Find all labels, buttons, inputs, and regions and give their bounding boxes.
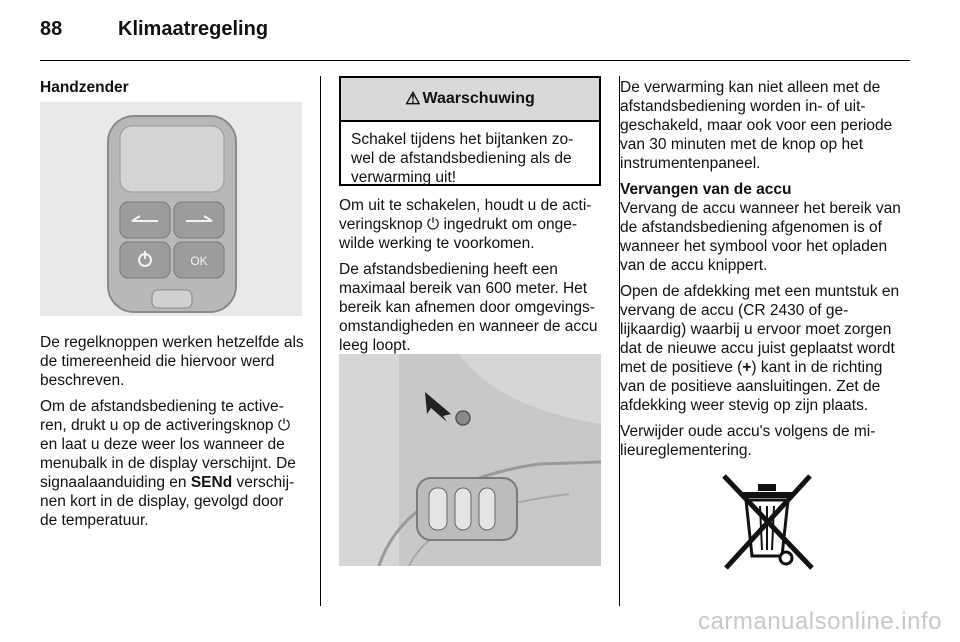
power-icon: ⏻ <box>277 417 291 434</box>
column-divider-1 <box>320 76 321 606</box>
paragraph: De verwarming kan niet alleen met de afstandsbediening worden in- of uitgeschakeld, maar ook voor een periode van 30 minuten met de knop op het instrumentenpaneel. <box>620 79 893 172</box>
paragraph-text: Om de afstandsbediening te activeren, drukt u op de activeringsknop <box>40 398 284 434</box>
remote-control-illustration <box>40 102 302 316</box>
paragraph: De afstandsbediening heeft een maximaal bereik van 600 meter. Het bereik kan afnemen door omgevingsomstandigheden en wanneer de accu leeg loopt. <box>339 261 598 354</box>
paragraph <box>40 397 304 530</box>
column-3 <box>620 78 903 467</box>
paragraph-text: De regelknoppen werken hetzelfde als de timereenheid die hiervoor werd beschreven. <box>40 334 304 389</box>
warning-title: Waarschuwing <box>422 90 535 107</box>
paragraph: Vervang de accu wanneer het bereik van de afstandsbediening afgenomen is of wanneer het symbool voor het opladen van de accu knippert. <box>620 200 901 274</box>
paragraph <box>339 196 603 253</box>
ok-button-label: OK <box>190 254 208 268</box>
warning-text: Schakel tijdens het bijtanken zowel de afstandsbediening als de verwarming uit! <box>351 131 574 186</box>
warning-icon: ⚠ <box>405 89 421 108</box>
warning-box <box>339 76 601 186</box>
paragraph-text: Open de afdekking met een muntstuk en vervang de accu (CR 2430 of gelijkaardig) waarbij u ervoor moet zorgen dat de nieuwe accu juist geplaatst wordt met de positieve ( <box>620 283 900 376</box>
section-heading-accu: Vervangen van de accu <box>620 181 792 198</box>
paragraph-text: ) kant in de richting van de positieve aansluitingen. Zet de afdekking weer stevig op zijn plaats. <box>620 359 883 414</box>
paragraph-text: Om uit te schakelen, houdt u de activeringsknop <box>339 197 592 233</box>
power-icon: ⏻ <box>426 216 440 233</box>
header-rule <box>40 60 910 61</box>
paragraph: Verwijder oude accu's volgens de milieureglementering. <box>620 423 876 459</box>
paragraph <box>40 333 304 390</box>
paragraph-text: en laat u deze weer los wanneer de menubalk in de display verschijnt. De signaalaanduiding en <box>40 436 296 491</box>
paragraph <box>620 282 903 415</box>
warning-header <box>341 78 599 122</box>
display-code: SENd <box>190 474 233 491</box>
dashboard-button-illustration <box>339 354 601 566</box>
column-2 <box>339 196 603 362</box>
page-number: 88 <box>40 18 63 40</box>
chapter-title: Klimaatregeling <box>118 18 269 40</box>
watermark: carmanualsonline.info <box>698 608 942 635</box>
paragraph-text: verschijnen kort in de display, gevolgd door de temperatuur. <box>40 474 295 529</box>
paragraph-text: ingedrukt om ongewilde werking te voorkomen. <box>339 216 578 252</box>
plus-icon: + <box>742 359 752 376</box>
crossed-out-bin-icon <box>712 470 822 574</box>
section-heading-handzender: Handzender <box>40 79 129 96</box>
